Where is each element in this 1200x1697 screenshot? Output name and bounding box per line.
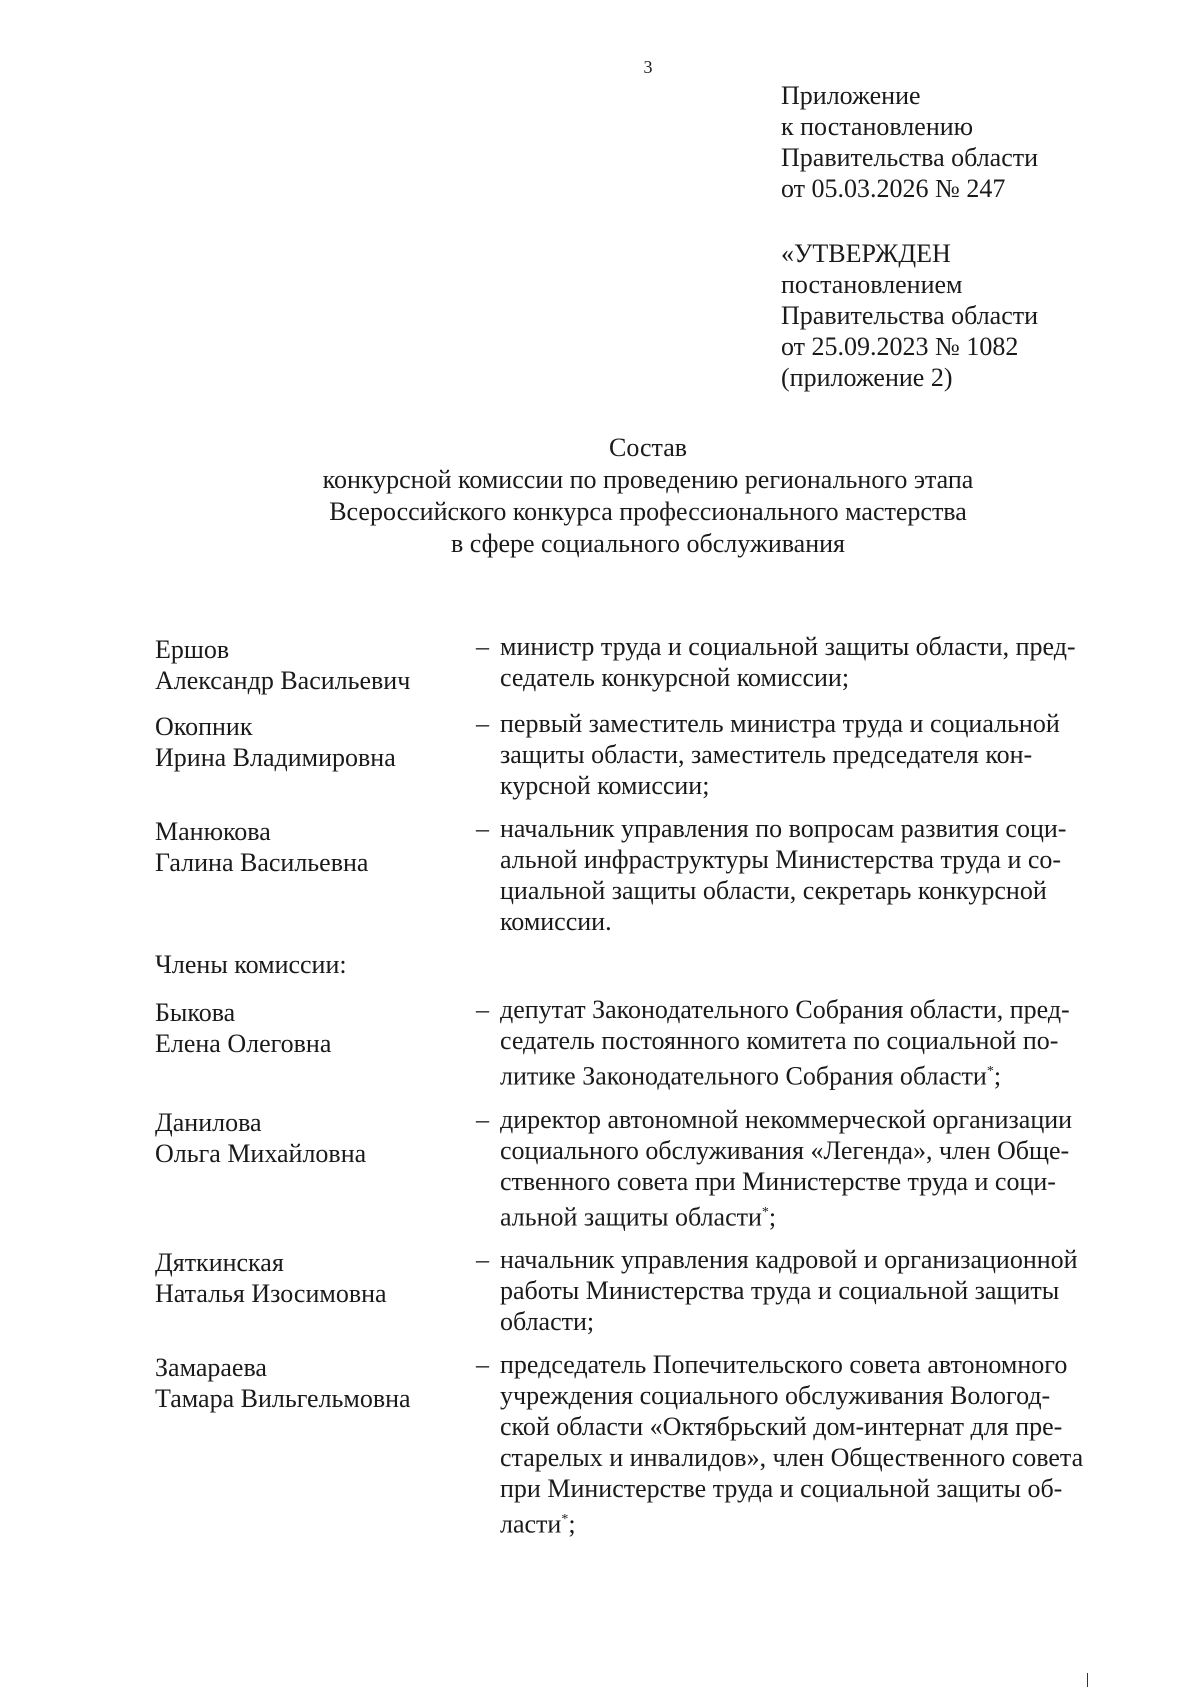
commission-composition-list (155, 631, 1145, 1552)
member-name (155, 1104, 465, 1233)
member-entry (155, 1349, 1145, 1540)
page-number: 3 (643, 57, 653, 77)
role-line: директор автономной некоммерческой организации (500, 1104, 1073, 1134)
member-surname: Ершов (155, 635, 230, 664)
document-title (0, 432, 1200, 560)
role-line-text: литике Законодательного Собрания области (500, 1061, 987, 1091)
title-line: в сфере социального обслуживания (451, 529, 845, 558)
role-line: области; (500, 1307, 595, 1337)
member-surname: Окопник (155, 712, 253, 741)
approved-line: постановлением (781, 270, 963, 299)
role-line: председатель Попечительского совета автономного (500, 1350, 1068, 1380)
role-line: депутат Законодательного Собрания области, пред- (500, 995, 1070, 1024)
member-given-names: Ирина Владимировна (155, 743, 396, 772)
member-surname: Манюкова (155, 817, 271, 846)
dash-separator: – (476, 709, 489, 738)
role-line: ской области «Октябрьский дом-интернат для пре- (500, 1412, 1063, 1442)
member-name (155, 994, 465, 1092)
role-line: начальник управления по вопросам развития соци- (500, 814, 1067, 843)
role-line: седатель конкурсной комиссии; (500, 663, 850, 692)
member-given-names: Наталья Изосимовна (155, 1279, 387, 1309)
member-role (500, 1104, 1145, 1233)
title-heading: Состав (608, 433, 688, 462)
role-line: комиссии. (500, 907, 612, 936)
role-line-end: ; (993, 1061, 1002, 1091)
approved-line: (приложение 2) (781, 363, 953, 392)
role-line: седатель постоянного комитета по социальной по- (500, 1026, 1059, 1055)
role-line-end: ; (768, 1202, 777, 1232)
member-name (155, 1349, 465, 1540)
role-line-text: ласти (500, 1509, 562, 1539)
scan-mark (1087, 1673, 1088, 1687)
member-entry (155, 813, 1145, 937)
footnote-asterisk: * (561, 1512, 569, 1528)
footnote-asterisk: * (761, 1204, 769, 1220)
member-given-names: Галина Васильевна (155, 848, 369, 877)
role-line: министр труда и социальной защиты области, пред- (500, 632, 1076, 661)
role-line: ственного совета при Министерстве труда и соци- (500, 1166, 1056, 1196)
member-name (155, 708, 465, 801)
member-role (500, 1349, 1145, 1540)
dash-separator: – (476, 1350, 489, 1380)
role-line: работы Министерства труда и социальной защиты (500, 1276, 1060, 1306)
role-line (500, 1197, 1145, 1233)
members-section-label: Члены комиссии: (155, 950, 347, 979)
member-given-names: Александр Васильевич (155, 666, 411, 695)
title-line: Всероссийского конкурса профессионального мастерства (329, 497, 967, 526)
role-line: альной инфраструктуры Министерства труда и со- (500, 845, 1062, 874)
approved-line: Правительства области (781, 301, 1039, 330)
dash-separator: – (476, 995, 489, 1024)
member-given-names: Ольга Михайловна (155, 1138, 367, 1168)
role-line-end: ; (568, 1509, 576, 1539)
role-line (500, 1504, 1145, 1540)
member-surname: Дяткинская (155, 1248, 284, 1278)
member-surname: Замараева (155, 1353, 267, 1383)
member-entry (155, 631, 1145, 696)
member-entry (155, 1104, 1145, 1233)
role-line: защиты области, заместитель председателя кон- (500, 740, 1033, 769)
member-given-names: Тамара Вильгельмовна (155, 1384, 411, 1414)
member-role (500, 813, 1145, 937)
appendix-line: Приложение (781, 81, 921, 110)
role-line: начальник управления кадровой и организационной (500, 1245, 1078, 1275)
member-surname: Данилова (155, 1107, 262, 1137)
member-entry (155, 708, 1145, 801)
member-role (500, 994, 1145, 1092)
dash-separator: – (476, 1245, 489, 1275)
role-line: курсной комиссии; (500, 771, 710, 800)
member-role (500, 631, 1145, 696)
role-line: первый заместитель министра труда и социальной (500, 709, 1060, 738)
appendix-line: от 05.03.2026 № 247 (781, 174, 1006, 203)
approved-line: «УТВЕРЖДЕН (781, 239, 951, 268)
role-line-text: альной защиты области (500, 1202, 762, 1232)
member-surname: Быкова (155, 998, 236, 1027)
dash-separator: – (476, 814, 489, 843)
member-entry (155, 994, 1145, 1092)
role-line: циальной защиты области, секретарь конкурсной (500, 876, 1047, 905)
member-name (155, 1244, 465, 1337)
appendix-line: к постановлению (781, 112, 974, 141)
member-role (500, 708, 1145, 801)
appendix-reference (781, 80, 1038, 204)
member-name (155, 813, 465, 937)
role-line: старелых и инвалидов», член Общественного совета (500, 1443, 1084, 1473)
title-line: конкурсной комиссии по проведению регионального этапа (322, 465, 974, 494)
member-entry (155, 1244, 1145, 1337)
approval-stamp-text (781, 238, 1038, 393)
dash-separator: – (476, 632, 489, 661)
member-role (500, 1244, 1145, 1337)
dash-separator: – (476, 1104, 489, 1134)
approved-line: от 25.09.2023 № 1082 (781, 332, 1019, 361)
member-given-names: Елена Олеговна (155, 1029, 332, 1058)
member-name (155, 631, 465, 696)
role-line: учреждения социального обслуживания Вологод- (500, 1381, 1051, 1411)
role-line (500, 1056, 1145, 1092)
role-line: при Министерстве труда и социальной защиты об- (500, 1474, 1063, 1504)
appendix-line: Правительства области (781, 143, 1039, 172)
footnote-asterisk: * (986, 1064, 994, 1079)
role-line: социального обслуживания «Легенда», член Обще- (500, 1135, 1070, 1165)
